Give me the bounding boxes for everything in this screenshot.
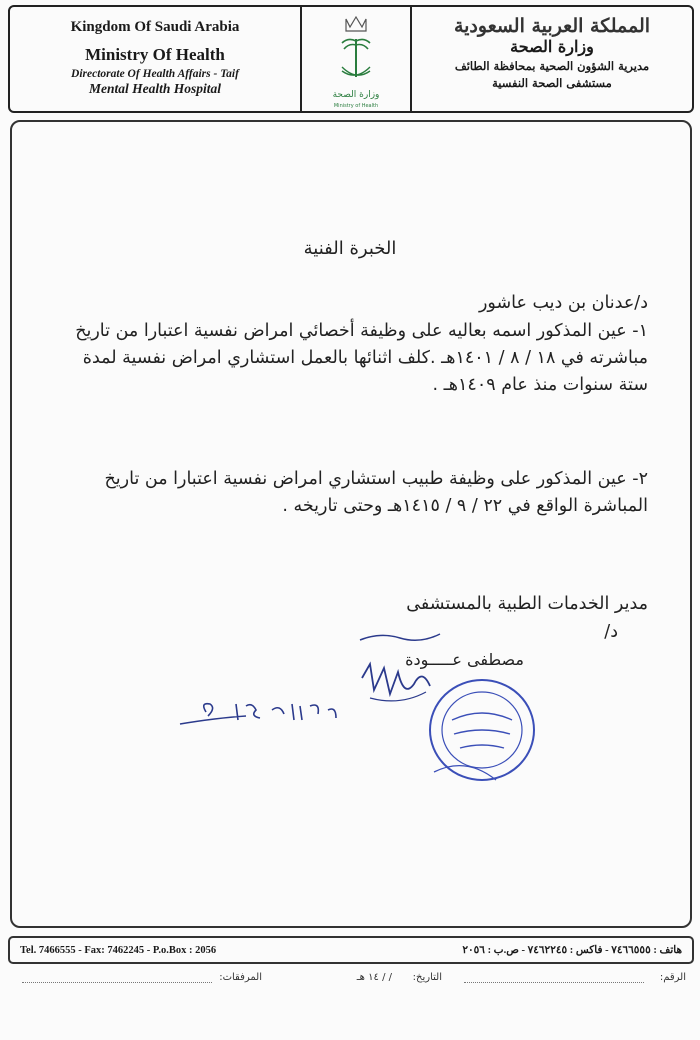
contact-footer (8, 936, 694, 964)
logo-caption-en: Ministry of Health (333, 103, 379, 109)
ministry-logo (302, 7, 412, 111)
experience-paragraph-2: ٢- عين المذكور على وظيفة طبيب استشاري امراض نفسية اعتبارا من تاريخ المباشرة الواقع في ٢٢ / ٩ / ١٤١٥هـ وحتى تاريخه . (104, 469, 648, 516)
kingdom-name-en: Kingdom Of Saudi Arabia (70, 19, 240, 35)
letterhead (8, 5, 694, 113)
employee-name: د/عدنان بن ديب عاشور (478, 293, 648, 313)
contact-info-ar: هاتف : ٧٤٦٦٥٥٥ - فاكس : ٧٤٦٢٢٤٥ - ص.ب : ٢٠٥٦ (462, 945, 682, 956)
ref-number-label: الرقم: (659, 972, 686, 983)
signatory-name: مصطفى عـــــودة (405, 650, 524, 669)
letterhead-arabic (412, 7, 692, 111)
ref-number-blank (464, 972, 644, 983)
logo-caption-ar: وزارة الصحة (332, 90, 380, 100)
contact-info-en: Tel. 7466555 - Fax: 7462245 - P.o.Box : 2056 (20, 944, 217, 956)
directorate-name-ar: مديرية الشؤون الصحية بمحافظة الطائف (454, 59, 650, 73)
signatory-prefix: د/ (604, 622, 618, 642)
reference-line (8, 970, 692, 990)
directorate-name-en: Directorate Of Health Affairs - Taif (71, 68, 239, 80)
ministry-emblem-icon (314, 11, 398, 111)
ministry-name-en: Ministry Of Health (85, 45, 225, 64)
official-stamp (426, 676, 538, 784)
letter-title: الخبرة الفنية (303, 238, 397, 259)
ministry-name-ar: وزارة الصحة (510, 37, 594, 56)
ref-attachments-blank (22, 972, 212, 983)
ref-attachments-label: المرفقات: (219, 972, 262, 983)
ref-date-value: / / ١٤ هـ (356, 972, 392, 983)
experience-paragraph-1: ١- عين المذكور اسمه بعاليه على وظيفة أخصائي امراض نفسية اعتبارا من تاريخ مباشرته في ١٨ / ٨ / ١٤٠١هـ .كلف اثنائها بالعمل استشاري امراض نفسية لمدة ستة سنوات منذ عام ١٤٠٩هـ . (75, 321, 648, 395)
letterhead-english (10, 7, 302, 111)
ref-date-label: التاريخ: (412, 972, 442, 983)
handwritten-date (176, 696, 356, 732)
kingdom-name-ar: المملكة العربية السعودية (453, 15, 651, 37)
hospital-name-ar: مستشفى الصحة النفسية (492, 76, 612, 90)
signatory-title: مدير الخدمات الطبية بالمستشفى (406, 594, 648, 614)
hospital-name-en: Mental Health Hospital (88, 81, 221, 96)
